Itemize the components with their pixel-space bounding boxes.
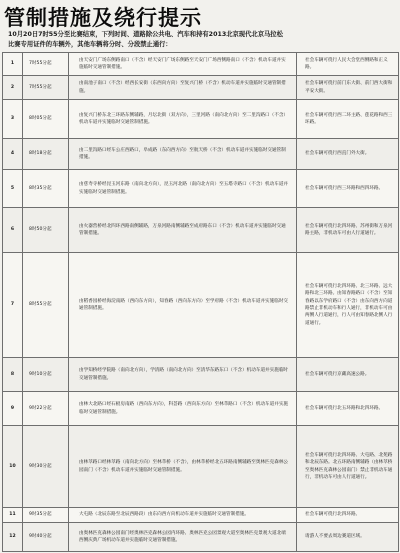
table-row: [3, 100, 399, 139]
table-row: [3, 170, 399, 208]
row-route-description: 由火器营桥经北四环西路南侧辅路，万泉河路南侧辅路至成府路东口（不含）机动车道并实施临时交通管制措施。: [69, 208, 297, 253]
row-start-time: 9时40分起: [23, 523, 69, 552]
row-start-time: 9时22分起: [23, 392, 69, 426]
row-start-time: 9时30分起: [23, 426, 69, 508]
row-detour-note: 社会车辆可绕行北五环路和北四环路。: [297, 392, 399, 426]
row-route-description: 大屯路（北辰东路至北辰西路段）由东向西方向机动车道并实施临时交通管制措施。: [69, 508, 297, 523]
row-route-description: 由学知桥经学院路（南向北方向），学清路（南向北方向）至清华东路东口（不含）机动车道并实施临时交通管制措施。: [69, 358, 297, 392]
row-start-time: 8时18分起: [23, 139, 69, 170]
row-route-description: 由稻香园桥经海淀南路（西向东方向），知春路（西向东方向）至学府路（不含）机动车道并实施临时交通管制措施。: [69, 253, 297, 358]
table-row: [3, 426, 399, 508]
row-number: 12: [3, 523, 23, 552]
table-row: [3, 358, 399, 392]
row-route-description: 由奥林匹克森林公园南门经奥林匹克森林公园内环路、奥林匹克公园景观大道至奥林匹克景观大道北端西侧庆典广场机动车道并实施临时交通管制措施。: [69, 523, 297, 552]
row-start-time: 7时55分起: [23, 76, 69, 100]
row-start-time: 8时55分起: [23, 253, 69, 358]
row-detour-note: 社会车辆可绕行西直门外大街。: [297, 139, 399, 170]
row-detour-note: 社会车辆可绕行北四环路。: [297, 508, 399, 523]
row-start-time: 9时35分起: [23, 508, 69, 523]
traffic-control-table: [2, 52, 399, 552]
row-start-time: 9时10分起: [23, 358, 69, 392]
row-detour-note: 社会车辆可绕行京藏高速公路。: [297, 358, 399, 392]
row-detour-note: 社会车辆可绕行北四环路、苏州街和万泉河路主路，非机动车可由人行道通行。: [297, 208, 399, 253]
row-start-time: 8时05分起: [23, 100, 69, 139]
intro-line-2: 比赛专用证件的车辆外，其他车辆将分时、分段禁止通行：: [8, 41, 172, 48]
table-row: [3, 523, 399, 552]
intro-text: [8, 30, 396, 50]
row-route-description: 由林萃路口经林萃路（南向北方向）至林萃桥（不含），由林萃桥经北五环路南侧辅路至奥林匹克森林公园南门（不含）机动车道并实施临时交通管制措施。: [69, 426, 297, 508]
row-route-description: 由慈寿寺桥经昆玉河东路（南向北方向），昆玉河北路（南向北方向）至五塔寺路口（不含）机动车道并实施临时交通管制措施。: [69, 170, 297, 208]
row-detour-note: 社会车辆可绕行前门东大街、前门西大街和平安大街。: [297, 76, 399, 100]
row-number: 2: [3, 76, 23, 100]
row-number: 4: [3, 139, 23, 170]
table-row: [3, 392, 399, 426]
row-number: 5: [3, 170, 23, 208]
row-route-description: 由天安门广场东侧路南口（不含）经天安门广场东侧路至天安门广场西侧路南口（不含）机动车道并实施临时交通管制措施。: [69, 53, 297, 76]
row-number: 11: [3, 508, 23, 523]
row-start-time: 7时55分起: [23, 53, 69, 76]
row-number: 7: [3, 253, 23, 358]
row-route-description: 由南池子南口（不含）经西长安街（东西向方向）至复兴门桥（不含）机动车道并实施临时交通管制措施。: [69, 76, 297, 100]
row-route-description: 由复兴门桥东北三环路东侧辅路，月坛北街（双方向），三里河路（南向北方向）至二里沟路口（不含）机动车道并实施临时交通管制措施。: [69, 100, 297, 139]
table-row: [3, 508, 399, 523]
row-route-description: 由林大北路口经石板房南路（西向东方向），科荟路（西向东方向）至林萃路口（不含）机动车道并实施临时交通管制措施。: [69, 392, 297, 426]
row-detour-note: 请游人不要去周边赛道区域。: [297, 523, 399, 552]
row-number: 9: [3, 392, 23, 426]
table-row: [3, 76, 399, 100]
row-detour-note: 社会车辆可绕行北四环路、大屯路、北苑路和北辰东路。北五环路南侧辅路（由林萃桥至奥林匹克森林公园南门）禁止非机动车通行，非机动车可由人行道通行。: [297, 426, 399, 508]
row-route-description: 由二里沟路口经车公庄西路口，阜成路（东向西方向）至航天桥（不含）机动车道并实施临时交通管制措施。: [69, 139, 297, 170]
table-row: [3, 253, 399, 358]
row-detour-note: 社会车辆可绕行西二环主路、莲花路和西三环路。: [297, 100, 399, 139]
table-row: [3, 53, 399, 76]
row-start-time: 8时50分起: [23, 208, 69, 253]
row-number: 8: [3, 358, 23, 392]
table-row: [3, 208, 399, 253]
table-row: [3, 139, 399, 170]
row-detour-note: 社会车辆可绕行人民大会堂西侧路和正义路。: [297, 53, 399, 76]
row-detour-note: 社会车辆可绕行北四环路、北三环路、远大路和北三环路。由知春路路口（不含）至知春路以东学府路口（不含）由东向西方向道路禁止非机动车和行人通行，非机动车可由两侧人行道通行，行人可由知春路北侧人行道通行。: [297, 253, 399, 358]
row-number: 6: [3, 208, 23, 253]
row-number: 1: [3, 53, 23, 76]
row-detour-note: 社会车辆可绕行西三环路和西四环路。: [297, 170, 399, 208]
row-start-time: 8时35分起: [23, 170, 69, 208]
page-title: 管制措施及绕行提示: [4, 6, 202, 30]
intro-line-1: 10月20日7时55分至比赛结束，下列时间、道路除公共电、汽车和持有2013北京现代北京马拉松: [8, 31, 283, 38]
row-number: 10: [3, 426, 23, 508]
row-number: 3: [3, 100, 23, 139]
